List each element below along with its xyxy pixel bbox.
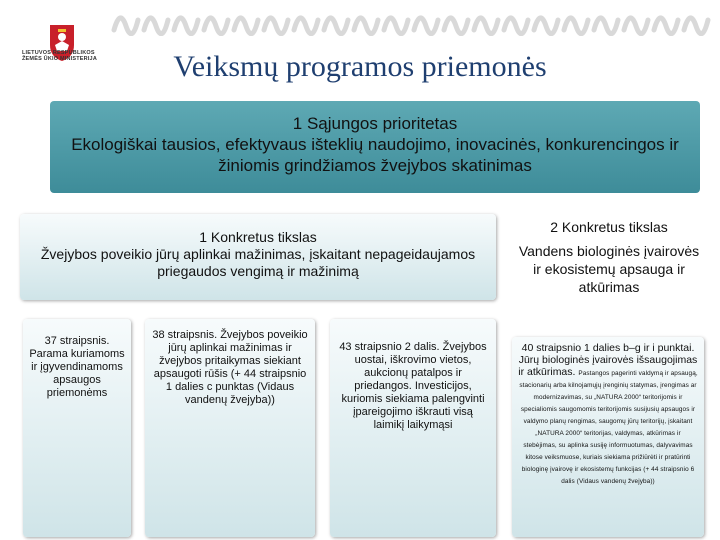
ornament-stroke	[624, 18, 648, 34]
ornament-stroke	[264, 18, 288, 34]
ministry-name	[22, 50, 112, 62]
ornament-stroke	[684, 18, 708, 34]
coat-of-arms-icon	[22, 8, 102, 78]
ornament-stroke	[114, 18, 138, 34]
ornament-stroke	[294, 18, 318, 34]
target-1-heading: 1 Konkretus tikslas	[199, 229, 317, 245]
ornament-stroke	[234, 18, 258, 34]
ornament-stroke	[144, 18, 168, 34]
page-title: Veiksmų programos priemonės	[173, 50, 547, 83]
ornament-stroke	[564, 18, 588, 34]
ornament-stroke	[654, 18, 678, 34]
ornament-stroke	[594, 18, 618, 34]
specific-target-2	[515, 218, 703, 324]
ornament-stroke	[444, 18, 468, 34]
ministry-line-1: LIETUVOS RESPUBLIKOS	[22, 50, 95, 56]
ornament-stroke	[204, 18, 228, 34]
priority-heading: 1 Sąjungos prioritetas	[292, 114, 458, 133]
target-2-text: Vandens biologinės įvairovės ir ekosistemų apsauga ir atkūrimas	[518, 243, 700, 295]
target-2-heading: 2 Konkretus tikslas	[550, 219, 668, 235]
priority-text: Ekologiškai tausios, efektyvaus išteklių naudojimo, inovacinės, konkurencingos ir žiniomis grindžiamos žvejybos skatinimas	[71, 135, 679, 175]
specific-target-1	[20, 214, 496, 300]
measure-40-detail: Pastangos pagerinti valdymą ir apsaugą, stacionarių arba kilnojamųjų įrenginių statymas, įrengimas ar modernizavimas, su „NATURA 2000“ teritorijomis ir specialiomis saugomomis teritorijomis susijusių apsaugos ir valdymo planų rengimas, saugomų jūrų teritorijų, įskaitant „NATURA 2000“ teritorijas, valdymas, atkūrimas ir stebėjimas, su aplinka susiję informuotumas, dalyvavimas kitose veiksmuose, kuriais siekiama prižiūrėti ir pratūrinti biologinę įvairovę ir ekosistemų funkcijas (+ 44 straipsnio 6 dalis (Vidaus vandenų žvejyba))	[519, 370, 698, 485]
ornamental-pattern	[110, 6, 715, 36]
ornament-stroke	[384, 18, 408, 34]
ornament-stroke	[474, 18, 498, 34]
ornament-stroke	[504, 18, 528, 34]
measure-box-40	[512, 337, 704, 537]
measure-box-43	[330, 319, 496, 537]
measure-38-text: 38 straipsnis. Žvejybos poveikio jūrų aplinkai mažinimas ir žvejybos pritaikymas siekiant apsaugoti rūšis (+ 44 straipsnio 1 dalies c punktas (Vidaus vandenų žvejyba))	[152, 329, 308, 406]
ornament-stroke	[174, 18, 198, 34]
measure-40-main: 40 straipsnio 1 dalies b–g ir i punktai. Jūrų biologinės įvairovės išsaugojimas ir atkūrimas.	[518, 342, 698, 378]
measure-box-38	[145, 319, 315, 537]
measure-37-text: 37 straipsnis. Parama kuriamoms ir įgyvendinamoms apsaugos priemonėms	[29, 335, 125, 399]
measure-box-37	[23, 319, 131, 537]
ornament-stroke	[354, 18, 378, 34]
measure-40-text	[512, 342, 704, 486]
ornament-stroke	[414, 18, 438, 34]
target-1-text: Žvejybos poveikio jūrų aplinkai mažinimas, įskaitant nepageidaujamos priegaudos vengimą ir mažinimą	[40, 246, 476, 279]
priority-box	[50, 101, 700, 193]
ministry-line-2: ŽEMĖS ŪKIO MINISTERIJA	[22, 56, 97, 62]
ornament-stroke	[534, 18, 558, 34]
ornament-stroke	[324, 18, 348, 34]
measure-43-text: 43 straipsnio 2 dalis. Žvejybos uostai, iškrovimo vietos, aukcionų patalpos ir priedangos. Investicijos, kuriomis siekiama palengvinti įpareigojimo iškrauti visą laimikį laikymąsi	[339, 341, 487, 431]
